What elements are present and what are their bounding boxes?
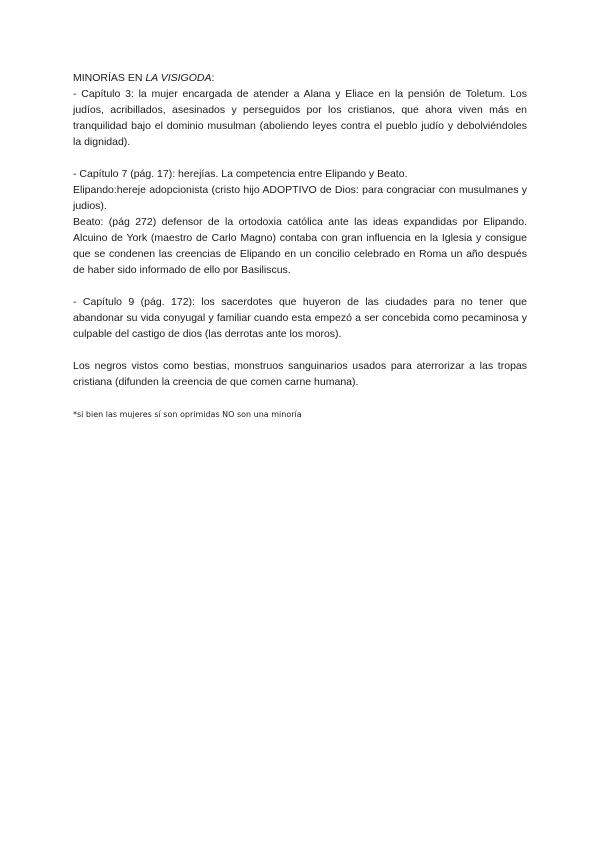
footnote: *si bien las mujeres sí son oprimidas NO son una minoría [73, 410, 302, 419]
paragraph-chapter-3: - Capítulo 3: la mujer encargada de atender a Alana y Eliace en la pensión de Toletum. Los judíos, acribillados, asesinados y perseguidos por los cristianos, que ahora viven más en tranquilidad bajo el dominio musulman (aboliendo leyes contra el pueblo judío y debolviéndoles la dignidad). [73, 88, 527, 148]
paragraph-negros: Los negros vistos como bestias, monstruos sanguinarios usados para aterrorizar a las tropas cristiana (difunden la creencia de que comen carne humana). [73, 360, 527, 388]
paragraph-chapter-7: - Capítulo 7 (pág. 17): herejías. La competencia entre Elipando y Beato. [73, 168, 408, 180]
heading-suffix: : [211, 72, 215, 84]
heading-prefix: MINORÍAS EN [73, 72, 146, 84]
paragraph-elipando: Elipando:hereje adopcionista (cristo hijo ADOPTIVO de Dios: para congraciar con musulmanes y judios). [73, 184, 527, 212]
paragraph-gap [73, 342, 527, 358]
heading-book-title: LA VISIGODA [145, 72, 212, 84]
paragraph-chapter-9: - Capítulo 9 (pág. 172): los sacerdotes que huyeron de las ciudades para no tener que abandonar su vida conyugal y familiar cuando esta empezó a ser concebida como pecaminosa y culpable del castigo de dios (las derrotas ante los moros). [73, 296, 527, 340]
document-heading [73, 70, 527, 86]
paragraph-beato: Beato: (pág 272) defensor de la ortodoxia católica ante las ideas expandidas por Elipando. Alcuino de York (maestro de Carlo Magno) contaba con gran influencia en la Iglesia y consigue que se condenen las creencias de Elipando en un concilio celebrado en Roma un año después de haber sido informado de ello por Basiliscus. [73, 216, 527, 276]
paragraph-gap [73, 150, 527, 166]
paragraph-gap [73, 278, 527, 294]
